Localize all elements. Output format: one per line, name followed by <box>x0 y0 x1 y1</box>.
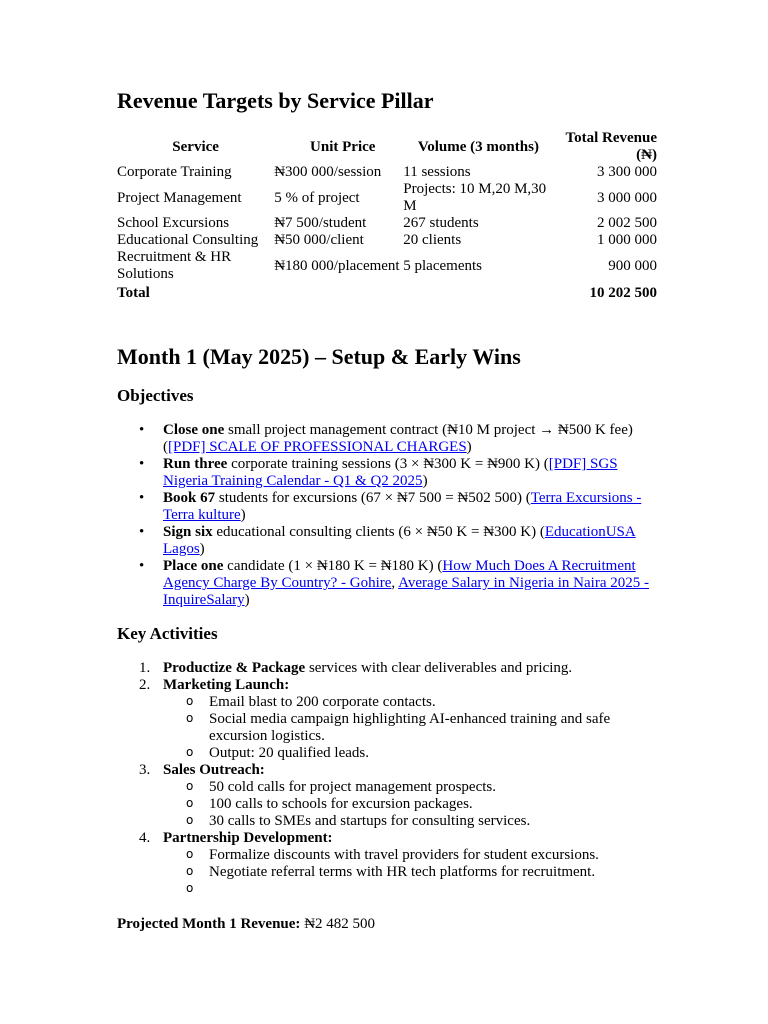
table-cell: ₦50 000/client <box>274 232 364 248</box>
activity-subitem <box>117 779 657 796</box>
objective-text: educational consulting clients (6 × ₦50 K = ₦300 K) ( <box>212 524 545 540</box>
objective-end: ) <box>466 439 472 455</box>
objective-item <box>117 490 657 524</box>
table-header: Service <box>172 138 219 155</box>
revenue-table <box>117 130 657 303</box>
sub-bullet: o <box>186 881 194 895</box>
sub-bullet: o <box>186 796 194 810</box>
activity-subitem <box>117 881 657 898</box>
table-cell: ₦300 000/session <box>274 164 382 180</box>
source-link[interactable]: Average Salary in Nigeria in Naira 2025 - InquireSalary <box>163 575 649 608</box>
objective-bold: Sign six <box>163 524 213 540</box>
activity-sublist <box>163 847 657 898</box>
source-link[interactable]: EducationUSA Lagos <box>163 524 636 557</box>
activities-heading: Key Activities <box>117 624 218 643</box>
sub-bullet: o <box>186 864 194 878</box>
total-label: Total <box>117 284 150 301</box>
table-cell: Project Management <box>117 189 242 206</box>
subitem-text: 100 calls to schools for excursion packages. <box>209 796 473 812</box>
activity-number: 2. <box>139 677 151 693</box>
objective-item <box>117 422 657 456</box>
objective-text: candidate (1 × ₦180 K = ₦180 K) ( <box>223 558 443 574</box>
table-header: Volume (3 months) <box>417 138 539 155</box>
objective-bold: Close one <box>163 422 225 438</box>
month1-title: Month 1 (May 2025) – Setup & Early Wins <box>117 344 521 369</box>
objective-bold: Book 67 <box>163 490 216 506</box>
objective-end: ) <box>199 541 205 557</box>
activity-subitem <box>117 694 657 711</box>
objective-text: students for excursions (67 × ₦7 500 = ₦502 500) ( <box>215 490 531 506</box>
subitem-text: Email blast to 200 corporate contacts. <box>209 694 436 710</box>
table-cell: 267 students <box>403 215 479 231</box>
objectives-list <box>117 422 657 609</box>
source-link[interactable]: [PDF] SGS Nigeria Training Calendar - Q1 & Q2 2025 <box>163 456 618 489</box>
table-section-title: Revenue Targets by Service Pillar <box>117 88 434 113</box>
objective-end: ) <box>422 473 428 489</box>
sub-bullet: o <box>186 847 194 861</box>
source-link[interactable]: [PDF] SCALE OF PROFESSIONAL CHARGES <box>168 439 467 455</box>
sub-bullet: o <box>186 745 194 759</box>
source-link[interactable]: How Much Does A Recruitment Agency Charge By Country? - Gohire <box>163 558 636 591</box>
activity-item <box>117 677 657 762</box>
table-cell: 3 300 000 <box>597 164 657 180</box>
table-cell: ₦180 000/placement <box>274 257 400 274</box>
subitem-text: Output: 20 qualified leads. <box>209 745 369 761</box>
subitem-text: 50 cold calls for project management prospects. <box>209 779 496 795</box>
table-cell: ₦7 500/student <box>274 215 367 231</box>
sub-bullet: o <box>186 711 194 725</box>
sub-bullet: o <box>186 779 194 793</box>
table-cell: 5 placements <box>403 257 482 274</box>
activity-bold: Productize & Package <box>163 660 306 676</box>
projected-revenue <box>117 916 375 933</box>
activity-subitem <box>117 745 657 762</box>
table-cell <box>274 283 403 303</box>
link-separator: , <box>391 575 399 591</box>
objectives-heading: Objectives <box>117 386 194 405</box>
objective-item <box>117 456 657 490</box>
table-cell: School Excursions <box>117 215 230 231</box>
table-cell: Recruitment & HR Solutions <box>117 249 232 282</box>
table-total-row <box>117 283 657 303</box>
subitem-text: 30 calls to SMEs and startups for consulting services. <box>209 813 531 829</box>
table-cell: Projects: 10 M,20 M,30 M <box>403 181 547 214</box>
table-cell: Corporate Training <box>117 164 232 180</box>
objective-bold: Run three <box>163 456 228 472</box>
activities-list <box>117 660 657 898</box>
activity-subitem <box>117 711 657 745</box>
activity-bold: Sales Outreach: <box>163 762 265 778</box>
activity-number: 1. <box>139 660 151 676</box>
activity-text: services with clear deliverables and pricing. <box>305 660 573 676</box>
table-cell: 1 000 000 <box>597 232 657 248</box>
activity-subitem <box>117 813 657 830</box>
activity-subitem <box>117 847 657 864</box>
table-cell: 2 002 500 <box>597 215 657 231</box>
table-header: Unit Price <box>310 138 376 155</box>
activity-bold: Marketing Launch: <box>163 677 290 693</box>
table-cell: 20 clients <box>403 232 462 248</box>
projected-value: ₦2 482 500 <box>304 916 376 932</box>
activity-bold: Partnership Development: <box>163 830 333 846</box>
table-row <box>117 164 657 181</box>
table-cell: 5 % of project <box>274 189 360 206</box>
objective-text: small project management contract (₦10 M project → ₦500 K fee) ( <box>163 422 633 455</box>
table-cell <box>403 283 549 303</box>
activity-item <box>117 830 657 898</box>
projected-label: Projected Month 1 Revenue: <box>117 916 301 932</box>
sub-bullet: o <box>186 694 194 708</box>
objective-item <box>117 524 657 558</box>
activity-item <box>117 660 657 677</box>
subitem-text: Social media campaign highlighting AI-enhanced training and safe excursion logistics. <box>209 711 611 744</box>
table-cell: 11 sessions <box>403 164 471 180</box>
table-cell: 900 000 <box>608 257 657 274</box>
objective-end: ) <box>244 592 250 608</box>
activity-number: 4. <box>139 830 151 846</box>
subitem-text: Formalize discounts with travel providers for student excursions. <box>209 847 599 863</box>
activity-number: 3. <box>139 762 151 778</box>
objective-bold: Place one <box>163 558 224 574</box>
table-row <box>117 181 657 215</box>
total-value: 10 202 500 <box>589 284 657 301</box>
table-header: Total Revenue (₦) <box>565 130 657 163</box>
subitem-text: Negotiate referral terms with HR tech platforms for recruitment. <box>209 864 596 880</box>
table-row <box>117 249 657 283</box>
table-cell: 3 000 000 <box>597 189 657 206</box>
source-link[interactable]: Terra Excursions - Terra kulture <box>163 490 642 523</box>
objective-text: corporate training sessions (3 × ₦300 K = ₦900 K) ( <box>227 456 549 472</box>
table-row <box>117 215 657 232</box>
activity-subitem <box>117 864 657 881</box>
activity-sublist <box>163 694 657 762</box>
activity-subitem <box>117 796 657 813</box>
table-row <box>117 232 657 249</box>
activity-item <box>117 762 657 830</box>
objective-end: ) <box>240 507 246 523</box>
sub-bullet: o <box>186 813 194 827</box>
table-cell: Educational Consulting <box>117 232 259 248</box>
activity-sublist <box>163 779 657 830</box>
objective-item <box>117 558 657 609</box>
